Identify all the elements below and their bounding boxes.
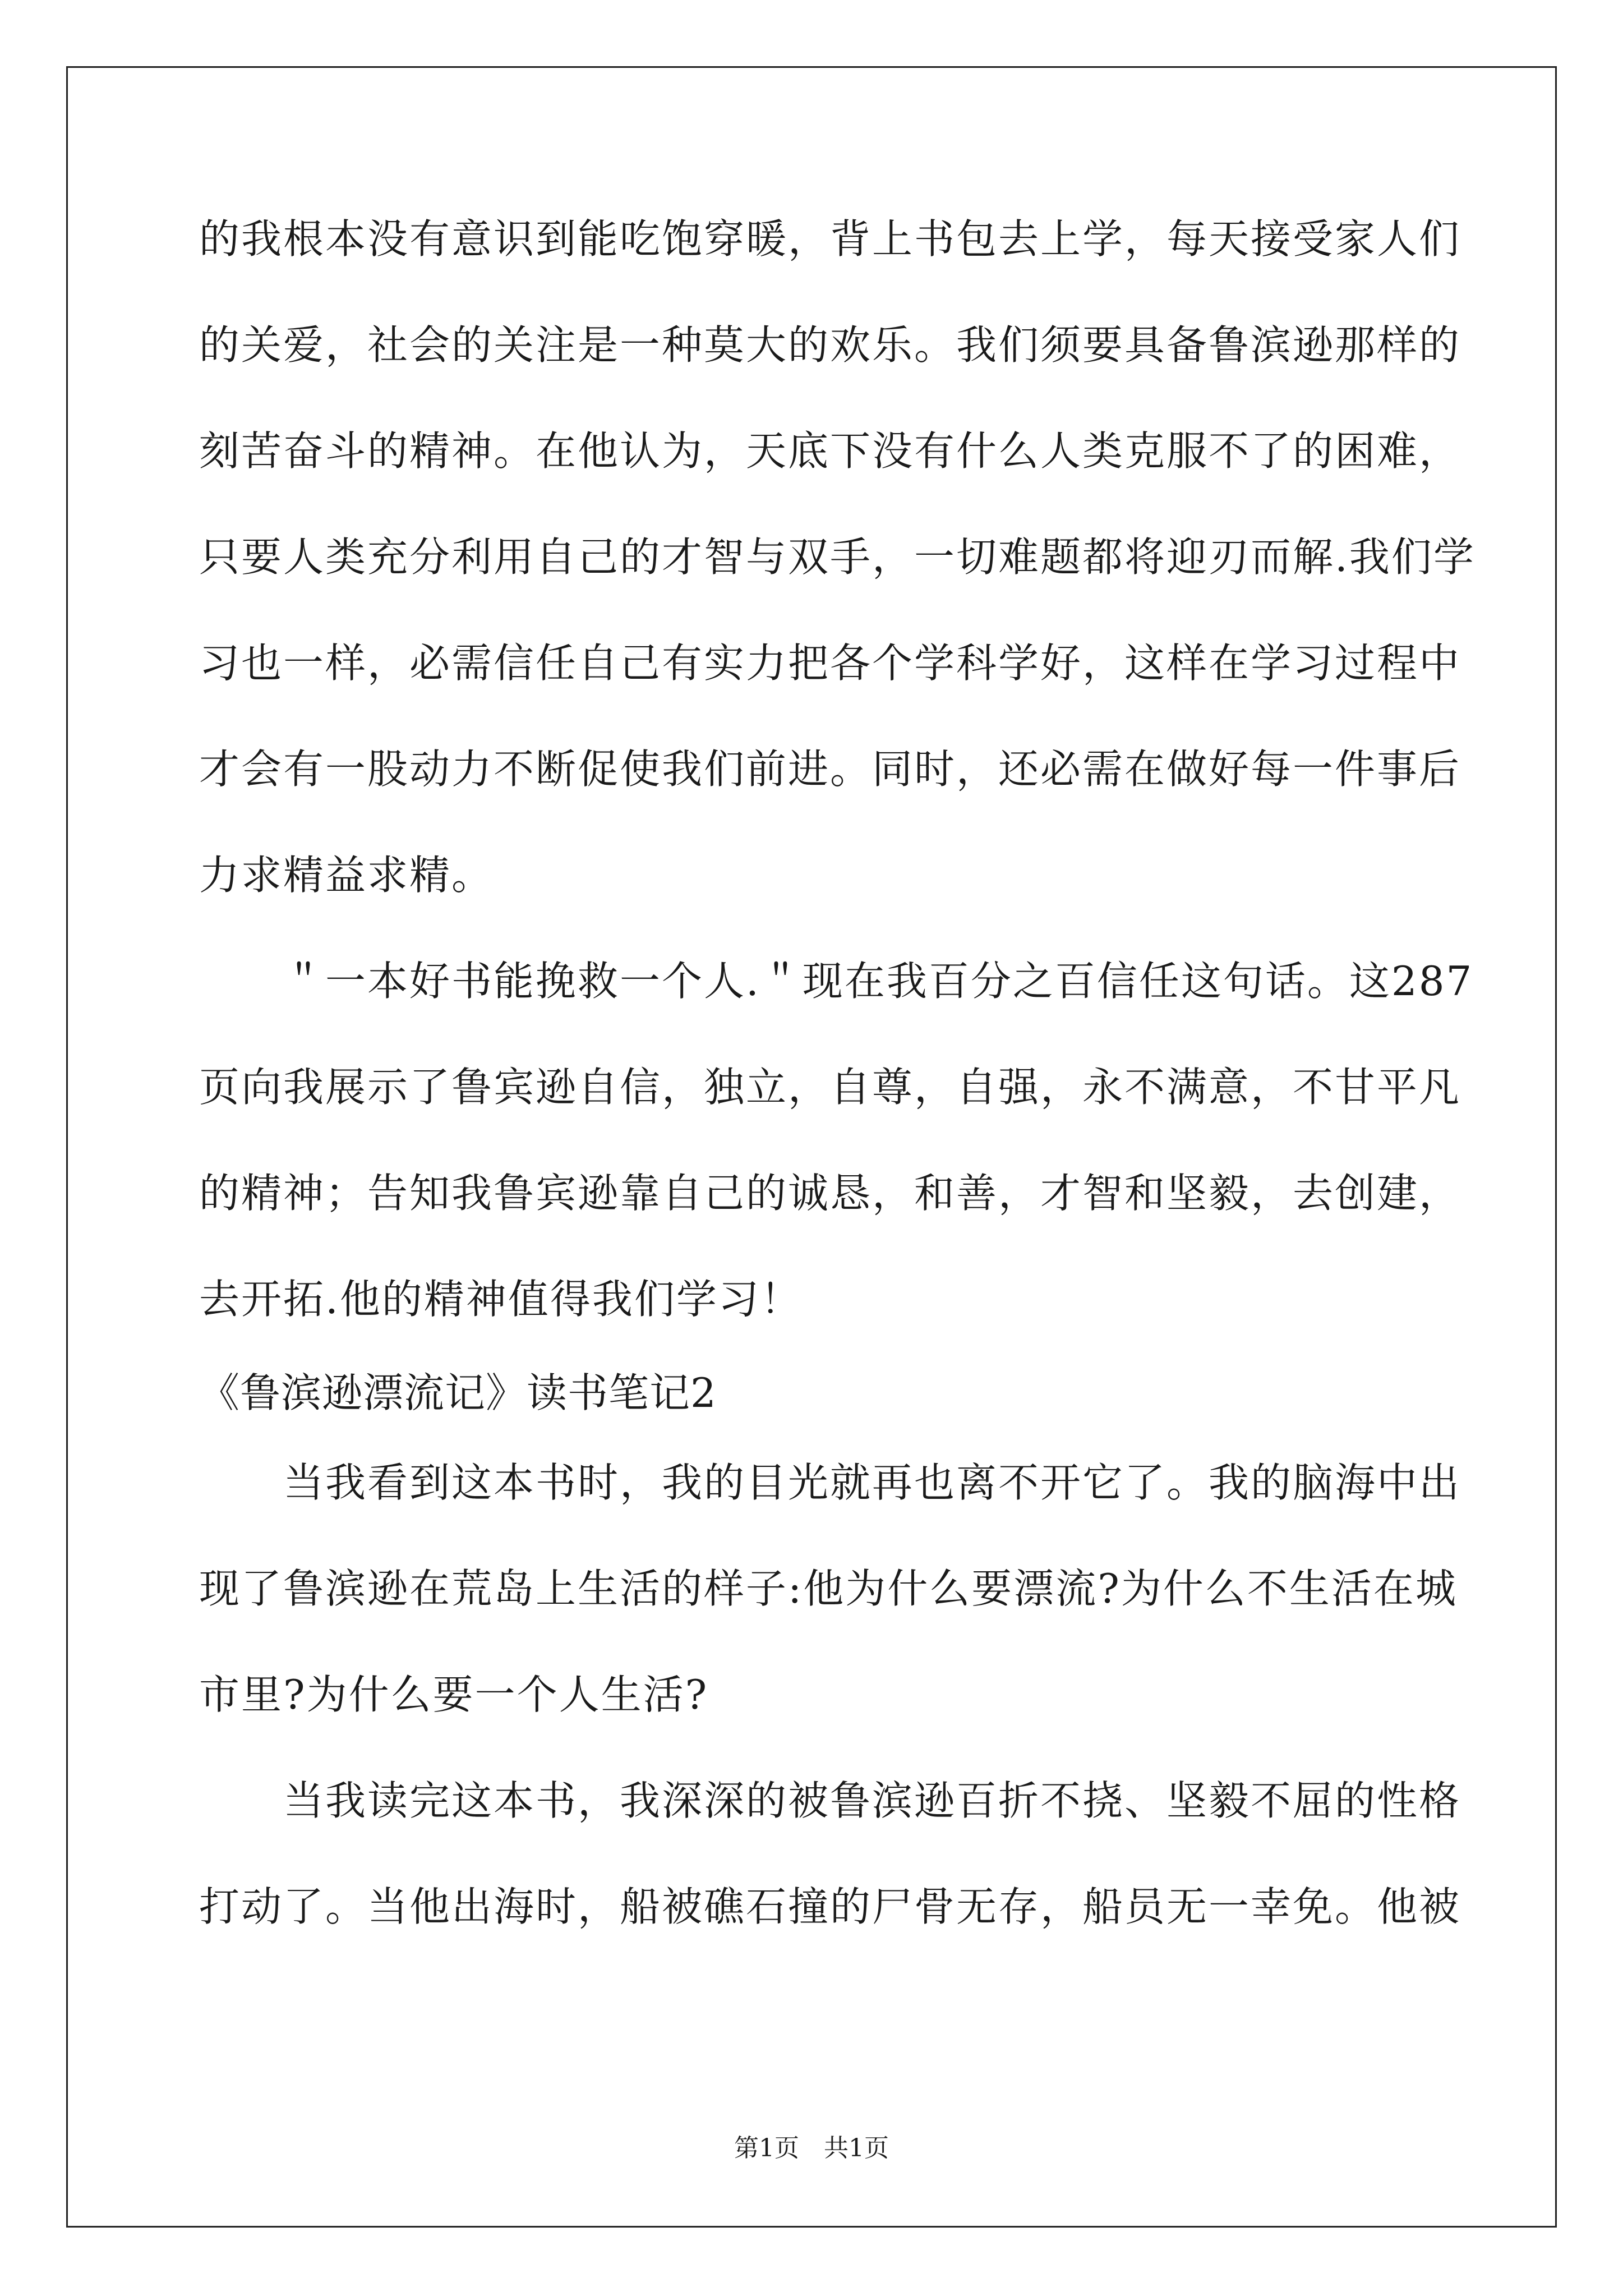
text-line: 去开拓.他的精神值得我们学习！ <box>199 1276 803 1323</box>
text-line: 只要人类充分利用自己的才智与双手，一切难题都将迎刃而解.我们学 <box>199 533 1476 581</box>
text-line: 的关爱，社会的关注是一种莫大的欢乐。我们须要具备鲁滨逊那样的 <box>199 321 1461 369</box>
text-line: 打动了。当他出海时，船被礁石撞的尸骨无存，船员无一幸免。他被 <box>199 1883 1461 1930</box>
document-body <box>199 215 1476 1993</box>
text-line: ＂一本好书能挽救一个人.＂现在我百分之百信任这句话。这287 <box>199 958 1474 1005</box>
text-line: 页向我展示了鲁宾逊自信，独立，自尊，自强，永不满意，不甘平凡 <box>199 1064 1461 1111</box>
paragraph <box>199 215 1476 961</box>
text-line: 市里?为什么要一个人生活? <box>199 1671 709 1718</box>
text-line: 习也一样，必需信任自己有实力把各个学科学好，这样在学习过程中 <box>199 639 1461 687</box>
paragraph <box>199 1777 1461 1993</box>
text-line: 力求精益求精。 <box>199 852 494 899</box>
text-line: 当我读完这本书，我深深的被鲁滨逊百折不挠、坚毅不屈的性格 <box>199 1777 1461 1824</box>
text-line: 刻苦奋斗的精神。在他认为，天底下没有什么人类克服不了的困难， <box>199 427 1461 475</box>
section-heading: 《鲁滨逊漂流记》读书笔记2 <box>199 1369 717 1416</box>
text-line: 当我看到这本书时，我的目光就再也离不开它了。我的脑海中出 <box>199 1459 1461 1506</box>
paragraph <box>199 958 1474 1385</box>
text-line: 才会有一股动力不断促使我们前进。同时，还必需在做好每一件事后 <box>199 746 1461 793</box>
text-line: 的我根本没有意识到能吃饱穿暖，背上书包去上学，每天接受家人们 <box>199 215 1461 263</box>
page-footer: 第1页 共1页 <box>734 2134 889 2162</box>
text-line: 的精神；告知我鲁宾逊靠自己的诚恳，和善，才智和坚毅，去创建， <box>199 1170 1461 1217</box>
paragraph <box>199 1459 1461 1780</box>
text-line: 现了鲁滨逊在荒岛上生活的样子:他为什么要漂流?为什么不生活在城 <box>199 1565 1458 1612</box>
